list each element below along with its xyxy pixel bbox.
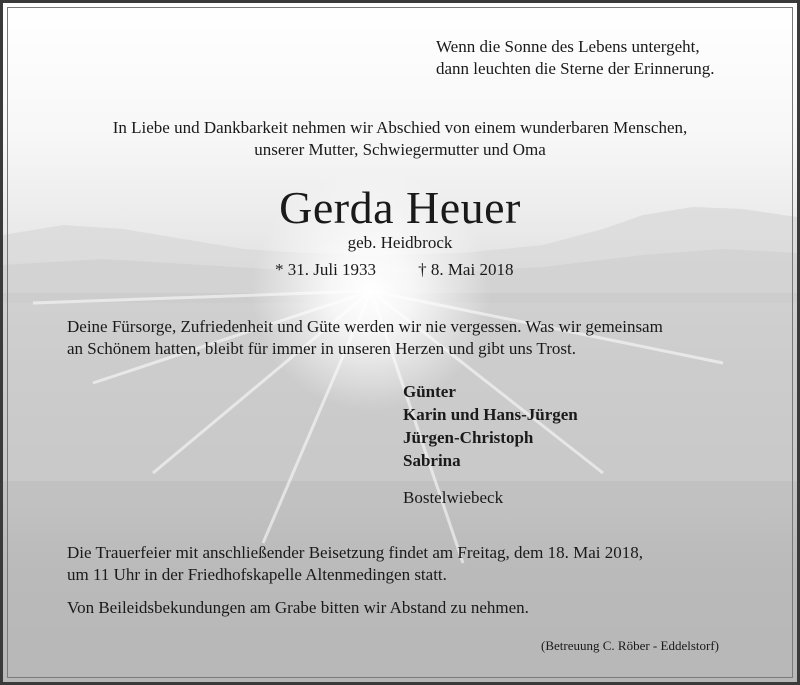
intro-text [3, 117, 797, 161]
motto-line: dann leuchten die Sterne der Erinnerung. [436, 59, 715, 78]
mourner-name: Sabrina [403, 451, 461, 470]
message-line: an Schönem hatten, bleibt für immer in unseren Herzen und gibt uns Trost. [67, 339, 576, 358]
mourners-place: Bostelwiebeck [403, 488, 504, 507]
mourner-name: Jürgen-Christoph [403, 428, 534, 447]
deceased-name: Gerda Heuer [279, 182, 521, 233]
motto-line: Wenn die Sonne des Lebens untergeht, [436, 37, 700, 56]
mourners-list [403, 380, 578, 472]
service-info [67, 542, 643, 586]
memorial-message [67, 316, 663, 360]
service-line: Die Trauerfeier mit anschließender Beisetzung findet am Freitag, dem 18. Mai 2018, [67, 543, 643, 562]
motto [436, 36, 715, 80]
maiden-name: geb. Heidbrock [347, 233, 453, 252]
condolence-note: Von Beileidsbekundungen am Grabe bitten wir Abstand zu nehmen. [67, 598, 529, 617]
intro-line: In Liebe und Dankbarkeit nehmen wir Abschied von einem wunderbaren Menschen, [112, 118, 688, 137]
death-date: † 8. Mai 2018 [418, 260, 514, 279]
message-line: Deine Fürsorge, Zufriedenheit und Güte werden wir nie vergessen. Was wir gemeinsam [67, 317, 663, 336]
life-dates [275, 259, 513, 281]
mourner-name: Günter [403, 382, 456, 401]
mourner-name: Karin und Hans-Jürgen [403, 405, 578, 424]
birth-date: * 31. Juli 1933 [275, 260, 377, 279]
intro-line: unserer Mutter, Schwiegermutter und Oma [254, 140, 546, 159]
funeral-home-credit: (Betreuung C. Röber - Eddelstorf) [541, 638, 719, 653]
service-line: um 11 Uhr in der Friedhofskapelle Altenmedingen statt. [67, 565, 447, 584]
